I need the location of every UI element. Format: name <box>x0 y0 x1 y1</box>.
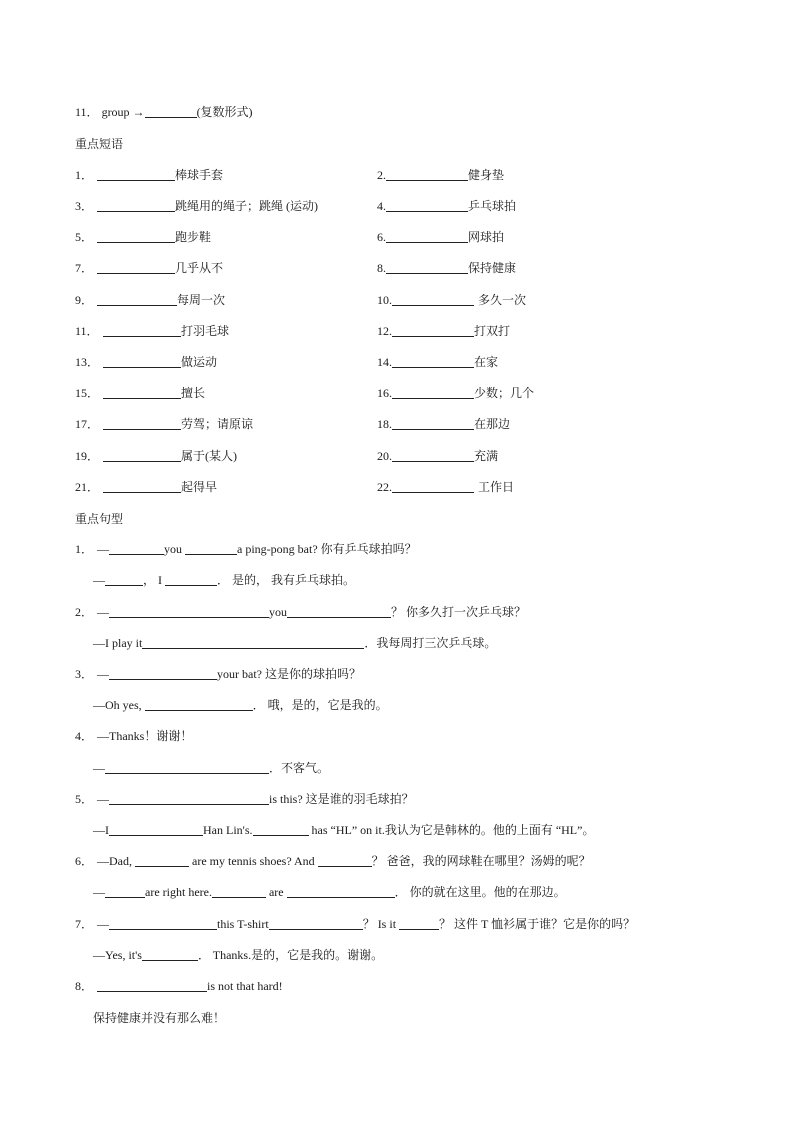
phrase-item <box>377 229 504 245</box>
item-number: 2. <box>377 168 386 182</box>
phrase-item <box>75 292 225 308</box>
answer-blank[interactable] <box>103 386 181 399</box>
answer-blank[interactable] <box>105 761 269 774</box>
dash: — <box>93 885 105 899</box>
phrase-hint: 跑步鞋 <box>175 230 212 244</box>
phrase-item <box>377 354 498 370</box>
item-number: 7． <box>75 917 94 931</box>
phrase-item <box>75 354 217 370</box>
phrase-hint: 健身垫 <box>468 168 505 182</box>
phrase-hint: 属于(某人) <box>181 449 237 463</box>
answer-blank[interactable] <box>97 230 175 243</box>
dash: — <box>93 761 105 775</box>
dash: — <box>97 667 109 681</box>
sentence-text: this T-shirt <box>217 917 269 931</box>
item-number: 17． <box>75 417 100 431</box>
sentence-text: is this? 这是谁的羽毛球拍？ <box>269 792 414 806</box>
sentence-8-translation: 保持健康并没有那么难！ <box>93 1011 226 1025</box>
answer-blank[interactable] <box>386 230 468 243</box>
item-prompt: group → <box>101 105 145 119</box>
answer-blank[interactable] <box>109 667 217 680</box>
item-number: 22. <box>377 480 392 494</box>
answer-blank[interactable] <box>287 885 395 898</box>
dash: — <box>97 917 109 931</box>
item-number: 3． <box>75 667 94 681</box>
phrase-hint: 在家 <box>474 355 499 369</box>
sentence-3-answer <box>93 697 388 713</box>
phrase-item <box>377 448 498 464</box>
sentence-4-question <box>75 728 192 744</box>
answer-blank[interactable] <box>109 917 217 930</box>
sentence-text: you <box>164 542 182 556</box>
phrase-hint: 做运动 <box>181 355 218 369</box>
sentence-text: ？ 这件 T 恤衫属于谁？它是你的吗？ <box>439 917 636 931</box>
phrase-item <box>75 229 211 245</box>
sentence-text: ， I <box>143 573 162 587</box>
sentence-text: —Oh yes, <box>93 698 142 712</box>
sentence-3-question <box>75 666 361 682</box>
answer-blank[interactable] <box>392 417 474 430</box>
answer-blank[interactable] <box>97 979 207 992</box>
phrase-item <box>377 323 510 339</box>
answer-blank[interactable] <box>392 293 474 306</box>
answer-blank[interactable] <box>392 480 474 493</box>
sentence-text: ？ 你多久打一次乒乓球？ <box>391 605 527 619</box>
sentence-text: ． 是的， 我有乒乓球拍。 <box>217 573 356 587</box>
phrase-hint: 少数；几个 <box>474 386 535 400</box>
phrase-hint: 棒球手套 <box>175 168 224 182</box>
answer-blank[interactable] <box>103 355 181 368</box>
item-number: 21． <box>75 480 100 494</box>
answer-blank[interactable] <box>185 542 237 555</box>
item-number: 6． <box>75 854 94 868</box>
sentence-text: Han Lin's. <box>203 823 253 837</box>
answer-blank[interactable] <box>269 917 363 930</box>
sentence-7-answer <box>93 947 383 963</box>
top-item-11 <box>75 104 253 120</box>
answer-blank[interactable] <box>142 948 198 961</box>
answer-blank[interactable] <box>145 698 253 711</box>
phrase-item <box>377 385 534 401</box>
phrase-hint: 跳绳用的绳子；跳绳 (运动) <box>175 199 318 213</box>
item-number: 13． <box>75 355 100 369</box>
phrase-item <box>377 416 510 432</box>
item-number: 16. <box>377 386 392 400</box>
sentence-5-question <box>75 791 414 807</box>
answer-blank[interactable] <box>253 823 309 836</box>
dash: — <box>97 542 109 556</box>
item-hint: (复数形式) <box>196 105 253 119</box>
answer-blank[interactable] <box>105 573 143 586</box>
sentence-5-answer <box>93 822 594 838</box>
answer-blank[interactable] <box>386 168 468 181</box>
sentence-text: has “HL” on it.我认为它是韩林的。他的上面有 “HL”。 <box>311 823 595 837</box>
answer-blank[interactable] <box>287 605 391 618</box>
item-number: 18. <box>377 417 392 431</box>
sentence-text: ？ 爸爸，我的网球鞋在哪里？汤姆的呢？ <box>371 854 591 868</box>
phrase-item <box>75 385 205 401</box>
item-number: 7． <box>75 261 94 275</box>
item-number: 8． <box>75 979 94 993</box>
item-number: 19． <box>75 449 100 463</box>
phrase-item <box>377 479 514 495</box>
phrase-hint: 在那边 <box>474 417 511 431</box>
phrase-hint: 每周一次 <box>177 293 226 307</box>
sentence-8-question <box>75 978 283 994</box>
item-number: 12. <box>377 324 392 338</box>
answer-blank[interactable] <box>392 355 474 368</box>
dash: — <box>97 605 109 619</box>
sentence-text: —I <box>93 823 109 837</box>
answer-blank[interactable] <box>97 293 177 306</box>
section-title-sentences: 重点句型 <box>75 512 124 526</box>
phrase-hint: 起得早 <box>181 480 218 494</box>
answer-blank[interactable] <box>392 324 474 337</box>
sentence-text: ． Thanks.是的，它是我的。谢谢。 <box>197 948 384 962</box>
item-number: 5． <box>75 230 94 244</box>
phrase-hint: 打羽毛球 <box>181 324 230 338</box>
item-number: 5． <box>75 792 94 806</box>
answer-blank[interactable] <box>97 199 175 212</box>
item-number: 4． <box>75 729 94 743</box>
sentence-text: ．不客气。 <box>269 761 330 775</box>
answer-blank[interactable] <box>97 261 175 274</box>
sentence-text: —Yes, it's <box>93 948 142 962</box>
phrase-item <box>75 323 229 339</box>
sentence-text: ．我每周打三次乒乓球。 <box>364 636 497 650</box>
item-number: 11． <box>75 105 99 119</box>
sentence-text: ？ Is it <box>362 917 397 931</box>
item-number: 10. <box>377 293 392 307</box>
phrase-item <box>377 292 526 308</box>
phrase-item <box>75 260 223 276</box>
answer-blank[interactable] <box>103 449 181 462</box>
phrase-item <box>75 416 253 432</box>
answer-blank[interactable] <box>392 449 474 462</box>
phrase-hint: 擅长 <box>181 386 206 400</box>
item-number: 1． <box>75 542 94 556</box>
sentence-text: —Thanks！谢谢！ <box>97 729 193 743</box>
sentence-text: are <box>268 885 284 899</box>
answer-blank[interactable] <box>97 168 175 181</box>
item-number: 15． <box>75 386 100 400</box>
item-number: 4. <box>377 199 386 213</box>
phrase-hint: 劳驾；请原谅 <box>181 417 254 431</box>
phrase-item <box>377 167 504 183</box>
phrase-item <box>75 167 223 183</box>
answer-blank[interactable] <box>109 542 164 555</box>
phrase-hint: 网球拍 <box>468 230 505 244</box>
answer-blank[interactable] <box>165 573 217 586</box>
sentence-text: are my tennis shoes? And <box>192 854 315 868</box>
sentence-1-answer <box>93 572 355 588</box>
sentence-text: ． 你的就在这里。他的在那边。 <box>394 885 566 899</box>
sentence-4-answer <box>93 760 329 776</box>
answer-blank[interactable] <box>145 105 197 118</box>
sentence-6-question <box>75 853 591 869</box>
phrase-hint: 打双打 <box>474 324 511 338</box>
answer-blank[interactable] <box>103 417 181 430</box>
phrase-hint: 乒乓球拍 <box>468 199 517 213</box>
sentence-text: —I play it <box>93 636 143 650</box>
answer-blank[interactable] <box>109 605 269 618</box>
item-number: 2． <box>75 605 94 619</box>
sentence-text: a ping-pong bat? 你有乒乓球拍吗？ <box>237 542 417 556</box>
answer-blank[interactable] <box>386 261 468 274</box>
phrase-item <box>75 198 318 214</box>
phrase-item <box>377 260 516 276</box>
phrase-item <box>377 198 516 214</box>
item-number: 6. <box>377 230 386 244</box>
sentence-text: ． 哦，是的，它是我的。 <box>252 698 388 712</box>
item-number: 11． <box>75 324 99 338</box>
phrase-hint: 几乎从不 <box>175 261 224 275</box>
phrase-hint: 工作日 <box>478 480 515 494</box>
phrase-hint: 多久一次 <box>478 293 527 307</box>
sentence-text: you <box>269 605 287 619</box>
item-number: 3． <box>75 199 94 213</box>
answer-blank[interactable] <box>105 885 145 898</box>
answer-blank[interactable] <box>142 636 364 649</box>
sentence-text: your bat? 这是你的球拍吗？ <box>217 667 361 681</box>
section-title-phrases: 重点短语 <box>75 137 124 151</box>
dash: — <box>93 573 105 587</box>
sentence-6-answer <box>93 884 566 900</box>
answer-blank[interactable] <box>103 324 181 337</box>
sentence-2-question <box>75 604 526 620</box>
item-number: 20. <box>377 449 392 463</box>
answer-blank[interactable] <box>109 823 203 836</box>
item-number: 8. <box>377 261 386 275</box>
item-number: 9． <box>75 293 94 307</box>
sentence-7-question <box>75 916 635 932</box>
item-number: 14. <box>377 355 392 369</box>
answer-blank[interactable] <box>392 386 474 399</box>
answer-blank[interactable] <box>109 792 269 805</box>
sentence-1-question <box>75 541 417 557</box>
answer-blank[interactable] <box>135 854 189 867</box>
sentence-text: —Dad, <box>97 854 132 868</box>
sentence-2-answer <box>93 635 496 651</box>
phrase-hint: 保持健康 <box>468 261 517 275</box>
phrase-item <box>75 479 217 495</box>
dash: — <box>97 792 109 806</box>
item-number: 1． <box>75 168 94 182</box>
phrase-item <box>75 448 237 464</box>
answer-blank[interactable] <box>386 199 468 212</box>
phrase-hint: 充满 <box>474 449 499 463</box>
answer-blank[interactable] <box>103 480 181 493</box>
answer-blank[interactable] <box>399 917 439 930</box>
sentence-text: are right here. <box>145 885 212 899</box>
answer-blank[interactable] <box>318 854 372 867</box>
sentence-text: is not that hard! <box>207 979 283 993</box>
answer-blank[interactable] <box>212 885 266 898</box>
